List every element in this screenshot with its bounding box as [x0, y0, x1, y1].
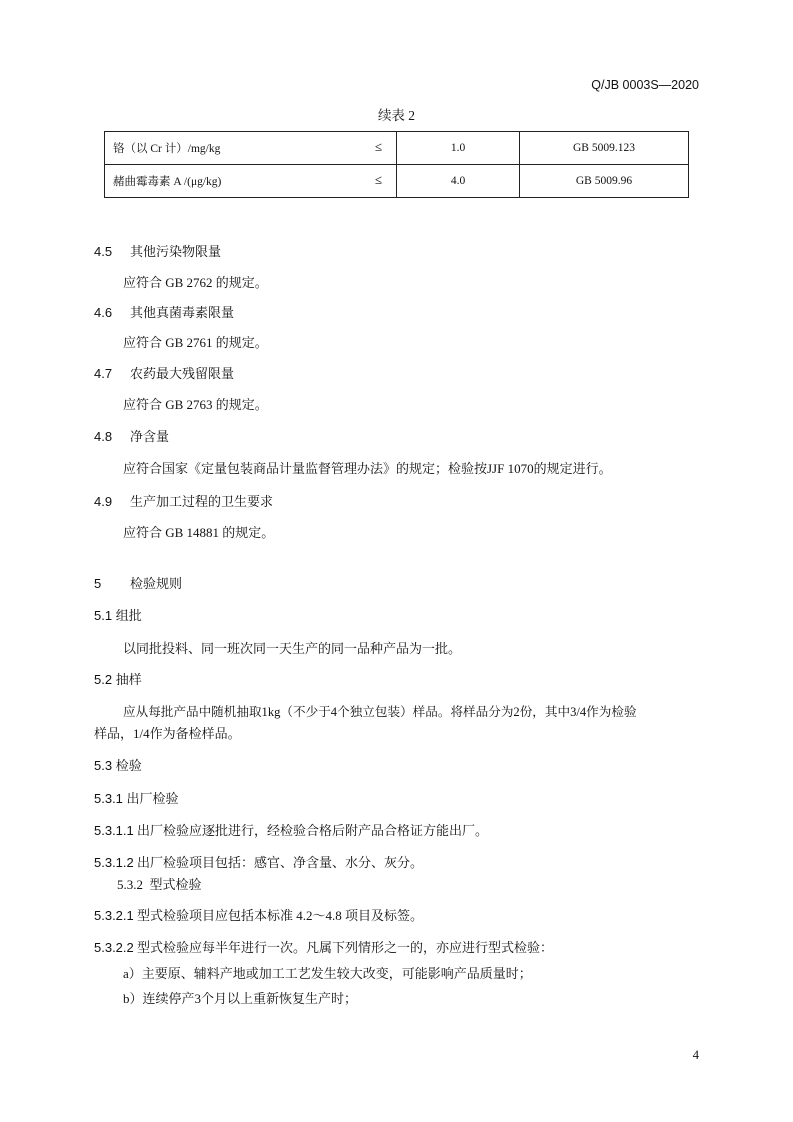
section-number: 5.3 — [94, 758, 113, 773]
section-heading-5-3-2 — [117, 874, 202, 893]
section-number: 4.7 — [94, 366, 113, 381]
item-name: 赭曲霉毒素 A /(μg/kg) — [113, 176, 222, 188]
section-number: 4.9 — [94, 494, 113, 509]
clause-number: 5.3.1.1 — [94, 823, 134, 838]
list-item-a: a）主要原、辅料产地或加工工艺发生较大改变，可能影响产品质量时； — [123, 966, 532, 981]
section-title: 净含量 — [130, 429, 170, 444]
section-heading-5-3-1 — [94, 788, 179, 807]
table-cell-item — [105, 165, 397, 198]
section-body-5-2-line2: 样品，1/4作为备检样品。 — [94, 726, 241, 741]
section-title: 生产加工过程的卫生要求 — [130, 494, 274, 509]
section-title: 出厂检验 — [126, 791, 179, 806]
section-number: 5.3.1 — [94, 791, 123, 806]
document-code: Q/JB 0003S—2020 — [591, 78, 699, 92]
section-body-5-2-line1: 应从每批产品中随机抽取1kg（不少于4个独立包装）样品。将样品分为2份，其中3/4作为检验 — [123, 705, 637, 719]
clause-text: 型式检验应每半年进行一次。凡属下列情形之一的，亦应进行型式检验： — [137, 940, 554, 955]
section-number: 4.8 — [94, 429, 113, 444]
section-number: 5.2 — [94, 672, 113, 687]
table-cell-item — [105, 132, 397, 165]
list-item-b: b）连续停产3个月以上重新恢复生产时； — [123, 991, 358, 1006]
section-number: 5.1 — [94, 608, 113, 623]
section-title: 检验 — [115, 758, 142, 773]
section-heading-5 — [94, 573, 182, 592]
table-cell-limit: 4.0 — [397, 165, 520, 198]
comparison-operator: ≤ — [374, 172, 382, 187]
clause-5-3-1-1 — [94, 820, 488, 839]
page-number: 4 — [692, 1048, 699, 1062]
section-title: 组批 — [115, 608, 142, 623]
section-number: 5.3.2 — [117, 877, 143, 892]
section-body-4-6: 应符合 GB 2761 的规定。 — [123, 335, 268, 350]
section-heading-4-9 — [94, 491, 273, 510]
clause-text: 出厂检验应逐批进行，经检验合格后附产品合格证方能出厂。 — [137, 823, 489, 838]
section-heading-4-5 — [94, 241, 221, 260]
clause-number: 5.3.2.2 — [94, 940, 134, 955]
table-row — [105, 132, 689, 165]
section-body-4-9: 应符合 GB 14881 的规定。 — [123, 525, 275, 540]
section-body-5-1: 以同批投料、同一班次同一天生产的同一品种产品为一批。 — [123, 641, 462, 656]
section-heading-4-7 — [94, 363, 234, 382]
section-title: 检验规则 — [130, 576, 183, 591]
section-body-4-7: 应符合 GB 2763 的规定。 — [123, 397, 268, 412]
section-heading-5-3 — [94, 755, 142, 774]
limits-table — [104, 131, 689, 198]
section-heading-5-2 — [94, 669, 142, 688]
clause-number: 5.3.2.1 — [94, 908, 134, 923]
table-cell-limit: 1.0 — [397, 132, 520, 165]
section-body-4-5: 应符合 GB 2762 的规定。 — [123, 275, 268, 290]
table-row — [105, 165, 689, 198]
section-number: 5 — [94, 576, 102, 591]
clause-text: 型式检验项目应包括本标准 4.2～4.8 项目及标签。 — [137, 908, 424, 923]
section-heading-4-8 — [94, 426, 169, 445]
table-cell-method: GB 5009.96 — [520, 165, 689, 198]
comparison-operator: ≤ — [374, 139, 382, 154]
table-caption: 续表 2 — [377, 108, 416, 123]
section-title: 其他真菌毒素限量 — [130, 305, 235, 320]
section-number: 4.5 — [94, 244, 113, 259]
section-number: 4.6 — [94, 305, 113, 320]
clause-number: 5.3.1.2 — [94, 855, 134, 870]
item-name: 铬（以 Cr 计）/mg/kg — [113, 143, 221, 155]
clause-5-3-2-2 — [94, 937, 553, 956]
clause-text: 出厂检验项目包括：感官、净含量、水分、灰分。 — [137, 855, 424, 870]
section-body-4-8: 应符合国家《定量包装商品计量监督管理办法》的规定；检验按JJF 1070的规定进行。 — [123, 461, 612, 476]
clause-5-3-2-1 — [94, 905, 423, 924]
section-title: 其他污染物限量 — [130, 244, 222, 259]
section-heading-4-6 — [94, 302, 234, 321]
section-title: 抽样 — [115, 672, 142, 687]
table-cell-method: GB 5009.123 — [520, 132, 689, 165]
section-heading-5-1 — [94, 605, 142, 624]
section-title: 农药最大残留限量 — [130, 366, 235, 381]
section-title: 型式检验 — [149, 877, 202, 892]
clause-5-3-1-2 — [94, 852, 423, 871]
